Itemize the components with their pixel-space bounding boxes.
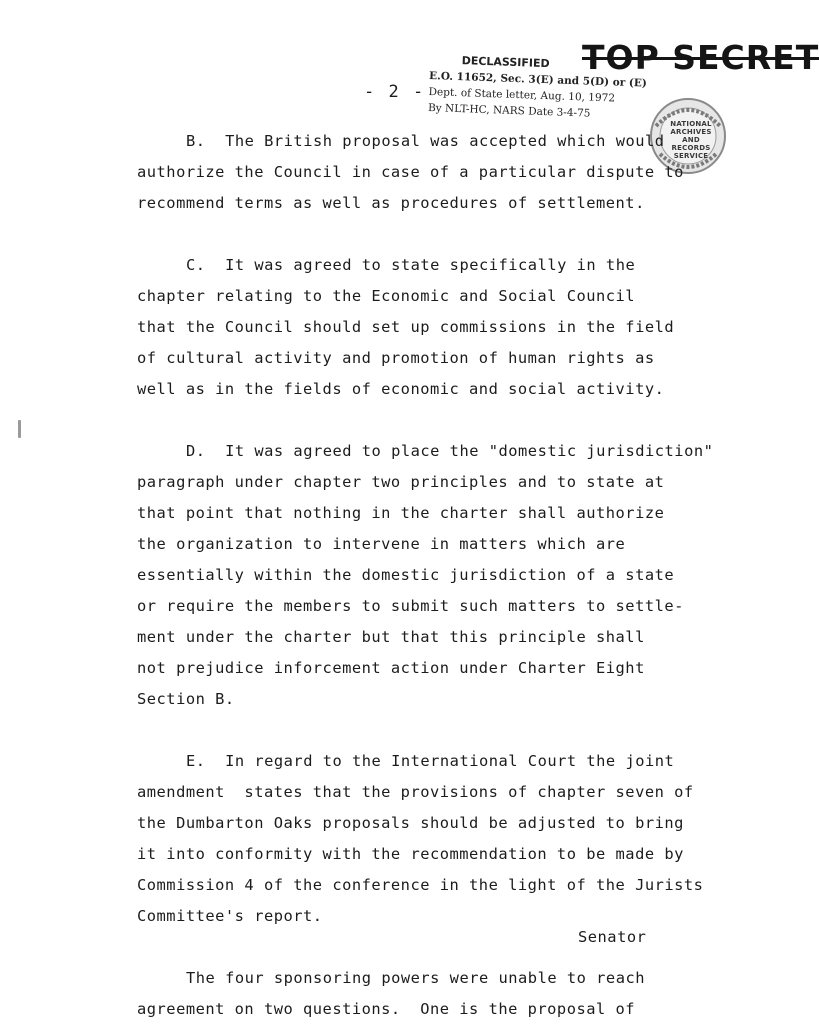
text-line: essentially within the domestic jurisdiction of a state — [137, 566, 675, 584]
stamp-text: NATIONAL ARCHIVES AND RECORDS SERVICE — [670, 120, 712, 160]
text-line: authorize the Council in case of a particular dispute to — [137, 163, 684, 181]
text-line: amendment states that the provisions of chapter seven of — [137, 783, 694, 801]
text-line: not prejudice inforcement action under Charter Eight — [137, 659, 645, 677]
declassified-title: DECLASSIFIED — [461, 54, 550, 71]
text-line: B. The British proposal was accepted which would — [186, 132, 665, 150]
declassification-block — [428, 52, 650, 124]
paragraph — [137, 250, 737, 405]
text-line: the Dumbarton Oaks proposals should be adjusted to bring — [137, 814, 684, 832]
text-line: D. It was agreed to place the "domestic jurisdiction" — [186, 442, 714, 460]
paragraph — [137, 436, 737, 715]
text-line: C. It was agreed to state specifically in the — [186, 256, 636, 274]
classification-marking: TOP SECRET — [582, 38, 819, 77]
text-line: of cultural activity and promotion of human rights as — [137, 349, 655, 367]
paragraph — [137, 746, 737, 932]
text-line: it into conformity with the recommendation to be made by — [137, 845, 684, 863]
declassified-date: By NLT-HC, NARS Date 3-4-75 — [427, 101, 591, 120]
text-line: Commission 4 of the conference in the light of the Jurists — [137, 876, 704, 894]
text-line: The four sponsoring powers were unable to reach — [186, 969, 645, 987]
text-line: the organization to intervene in matters which are — [137, 535, 626, 553]
text-line: that the Council should set up commissions in the field — [137, 318, 675, 336]
page-number: - 2 - — [364, 82, 426, 102]
text-line: Section B. — [137, 690, 235, 708]
text-line: paragraph under chapter two principles and to state at — [137, 473, 665, 491]
text-line: E. In regard to the International Court the joint — [186, 752, 675, 770]
text-line: agreement on two questions. One is the proposal of — [137, 1000, 636, 1018]
paragraph — [137, 126, 737, 219]
text-line: well as in the fields of economic and social activity. — [137, 380, 665, 398]
text-line: or require the members to submit such matters to settle- — [137, 597, 684, 615]
text-line: Committee's report. — [137, 907, 323, 925]
margin-mark — [18, 420, 21, 438]
declassified-letter: Dept. of State letter, Aug. 10, 1972 — [428, 85, 616, 105]
declassified-authority: E.O. 11652, Sec. 3(E) and 5(D) or (E) — [428, 69, 648, 90]
text-line: recommend terms as well as procedures of settlement. — [137, 194, 645, 212]
paragraph — [137, 963, 737, 1025]
text-line: ment under the charter but that this principle shall — [137, 628, 645, 646]
document-body — [137, 126, 737, 1025]
continuation-word: Senator — [578, 928, 647, 946]
text-line: that point that nothing in the charter shall authorize — [137, 504, 665, 522]
text-line: chapter relating to the Economic and Social Council — [137, 287, 636, 305]
